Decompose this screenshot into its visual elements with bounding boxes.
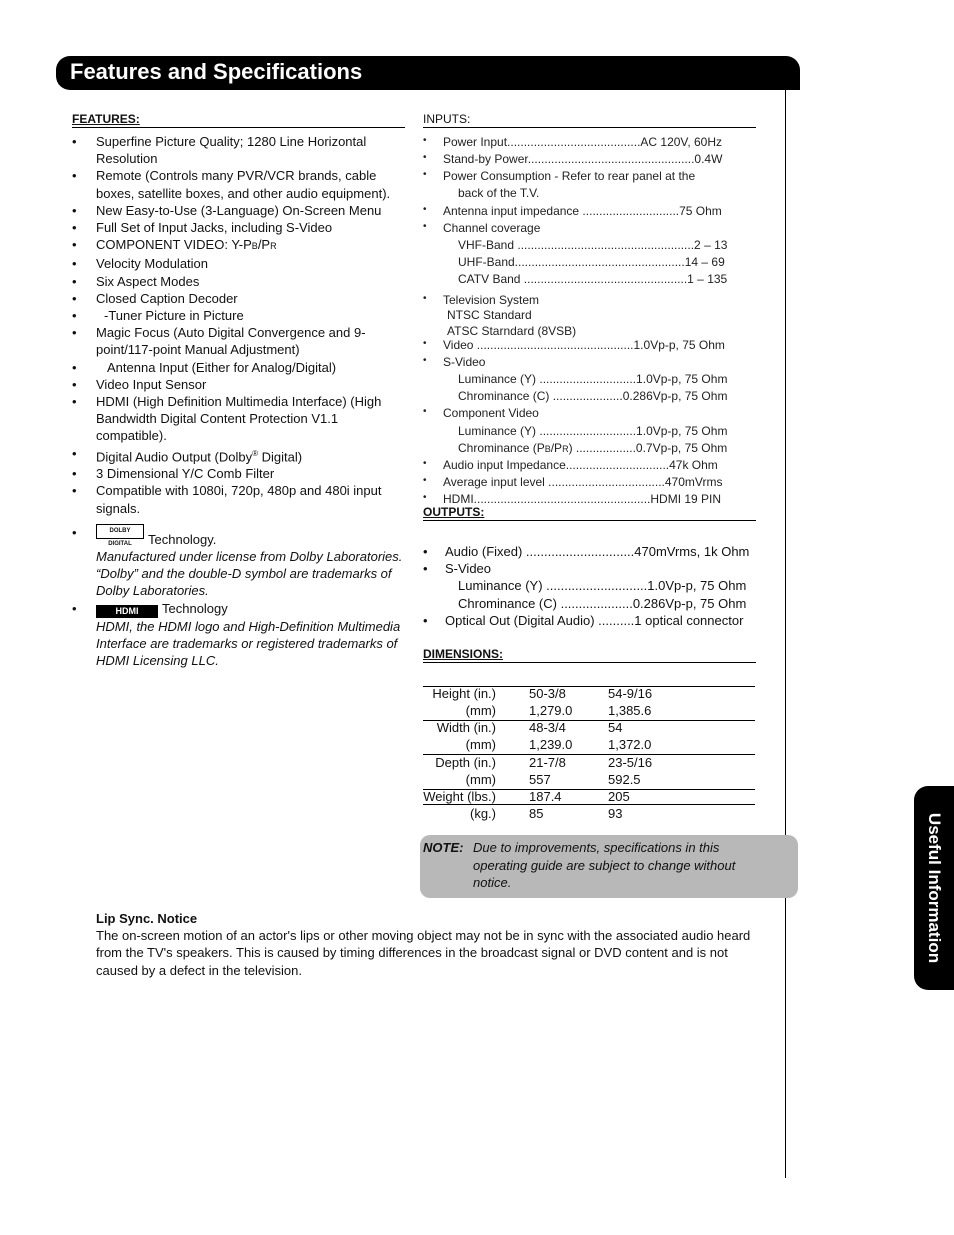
features-rule <box>72 127 405 128</box>
outputs-heading: OUTPUTS: <box>423 505 485 519</box>
lip-sync-heading: Lip Sync. Notice <box>96 911 198 926</box>
outputs-rule <box>423 520 756 521</box>
list-item: • New Easy-to-Use (3-Language) On-Screen Menu <box>72 202 382 218</box>
note-text: Due to improvements, specifications in this operating guide are subject to change without notice. <box>473 840 736 890</box>
list-item: • Video Input Sensor <box>72 376 207 392</box>
list-item: • DOLBY DIGITAL Technology. Manufactured under license from Dolby Laboratories. “Dolby” and the double-D symbol are trademarks of Dolby Laboratories. <box>72 524 403 599</box>
list-item: • Six Aspect Modes <box>72 273 200 289</box>
title-bar <box>56 56 800 90</box>
list-item: • HDMI (High Definition Multimedia Interface) (High Bandwidth Digital Content Protection V1.1 compatible). <box>72 394 382 444</box>
dimensions-rule <box>423 662 756 663</box>
dimensions-heading: DIMENSIONS: <box>423 647 504 661</box>
page-divider <box>785 90 786 1178</box>
list-item: • HDMI Technology HDMI, the HDMI logo and High-Definition Multimedia Interface are trademarks or registered trademarks of HDMI Licensing LLC. <box>72 600 401 669</box>
hdmi-logo-icon: HDMI <box>96 605 158 618</box>
list-item: • 3 Dimensional Y/C Comb Filter <box>72 466 275 482</box>
features-heading: FEATURES: <box>72 112 140 126</box>
list-item: • Closed Caption Decoder <box>72 290 238 306</box>
dolby-logo-icon: DOLBY DIGITAL <box>96 524 144 539</box>
note-box <box>420 835 798 898</box>
dolby-notice: Manufactured under license from Dolby Laboratories. “Dolby” and the double-D symbol are trademarks of Dolby Laboratories. <box>96 549 403 599</box>
inputs-rule <box>423 127 756 128</box>
table-row: (mm) 1,279.0 1,385.6 <box>465 703 652 718</box>
page-title: Features and Specifications <box>70 59 363 84</box>
inputs-heading: INPUTS: <box>423 112 471 126</box>
features-list <box>72 133 412 669</box>
lip-sync-text: The on-screen motion of an actor's lips or other moving object may not be in sync with the associated audio heard from the TV's speakers. This is caused by timing differences in the broadcast signal or DVD content and is not caused by a defect in the television. <box>96 928 751 978</box>
table-row: (mm) 1,239.0 1,372.0 <box>465 737 652 752</box>
list-item: • Magic Focus (Auto Digital Convergence and 9-point/117-point Manual Adjustment) <box>72 325 366 358</box>
list-item: • Superfine Picture Quality; 1280 Line Horizontal Resolution <box>72 134 367 167</box>
table-row: Weight (lbs.) 187.4 205 <box>423 789 630 804</box>
table-row: (mm) 557 592.5 <box>465 772 641 787</box>
table-row: Depth (in.) 21-7/8 23-5/16 <box>435 755 653 770</box>
table-row: Width (in.) 48-3/4 54 <box>436 720 623 735</box>
table-row: Height (in.) 50-3/8 54-9/16 <box>432 686 653 701</box>
list-item: • Antenna Input (Either for Analog/Digital) <box>72 359 337 375</box>
list-item: • Digital Audio Output (Dolby® Digital) <box>72 445 303 464</box>
list-item: • Compatible with 1080i, 720p, 480p and 480i input signals. <box>72 483 382 516</box>
hdmi-notice: HDMI, the HDMI logo and High-Definition Multimedia Interface are trademarks or registered trademarks of HDMI Licensing LLC. <box>96 618 401 669</box>
list-item: • -Tuner Picture in Picture <box>72 308 244 324</box>
table-row: (kg.) 85 93 <box>470 806 623 821</box>
list-item: • COMPONENT VIDEO: Y-PB/PR <box>72 237 277 253</box>
section-tab <box>914 786 954 990</box>
section-tab-label: Useful Information <box>925 812 944 964</box>
lip-sync-notice <box>96 910 756 979</box>
note-label: NOTE: <box>423 840 464 855</box>
list-item: • Full Set of Input Jacks, including S-Video <box>72 220 333 236</box>
list-item: • Remote (Controls many PVR/VCR brands, cable boxes, satellite boxes, and other audio equipment). <box>72 168 391 201</box>
list-item: • Velocity Modulation <box>72 256 209 272</box>
